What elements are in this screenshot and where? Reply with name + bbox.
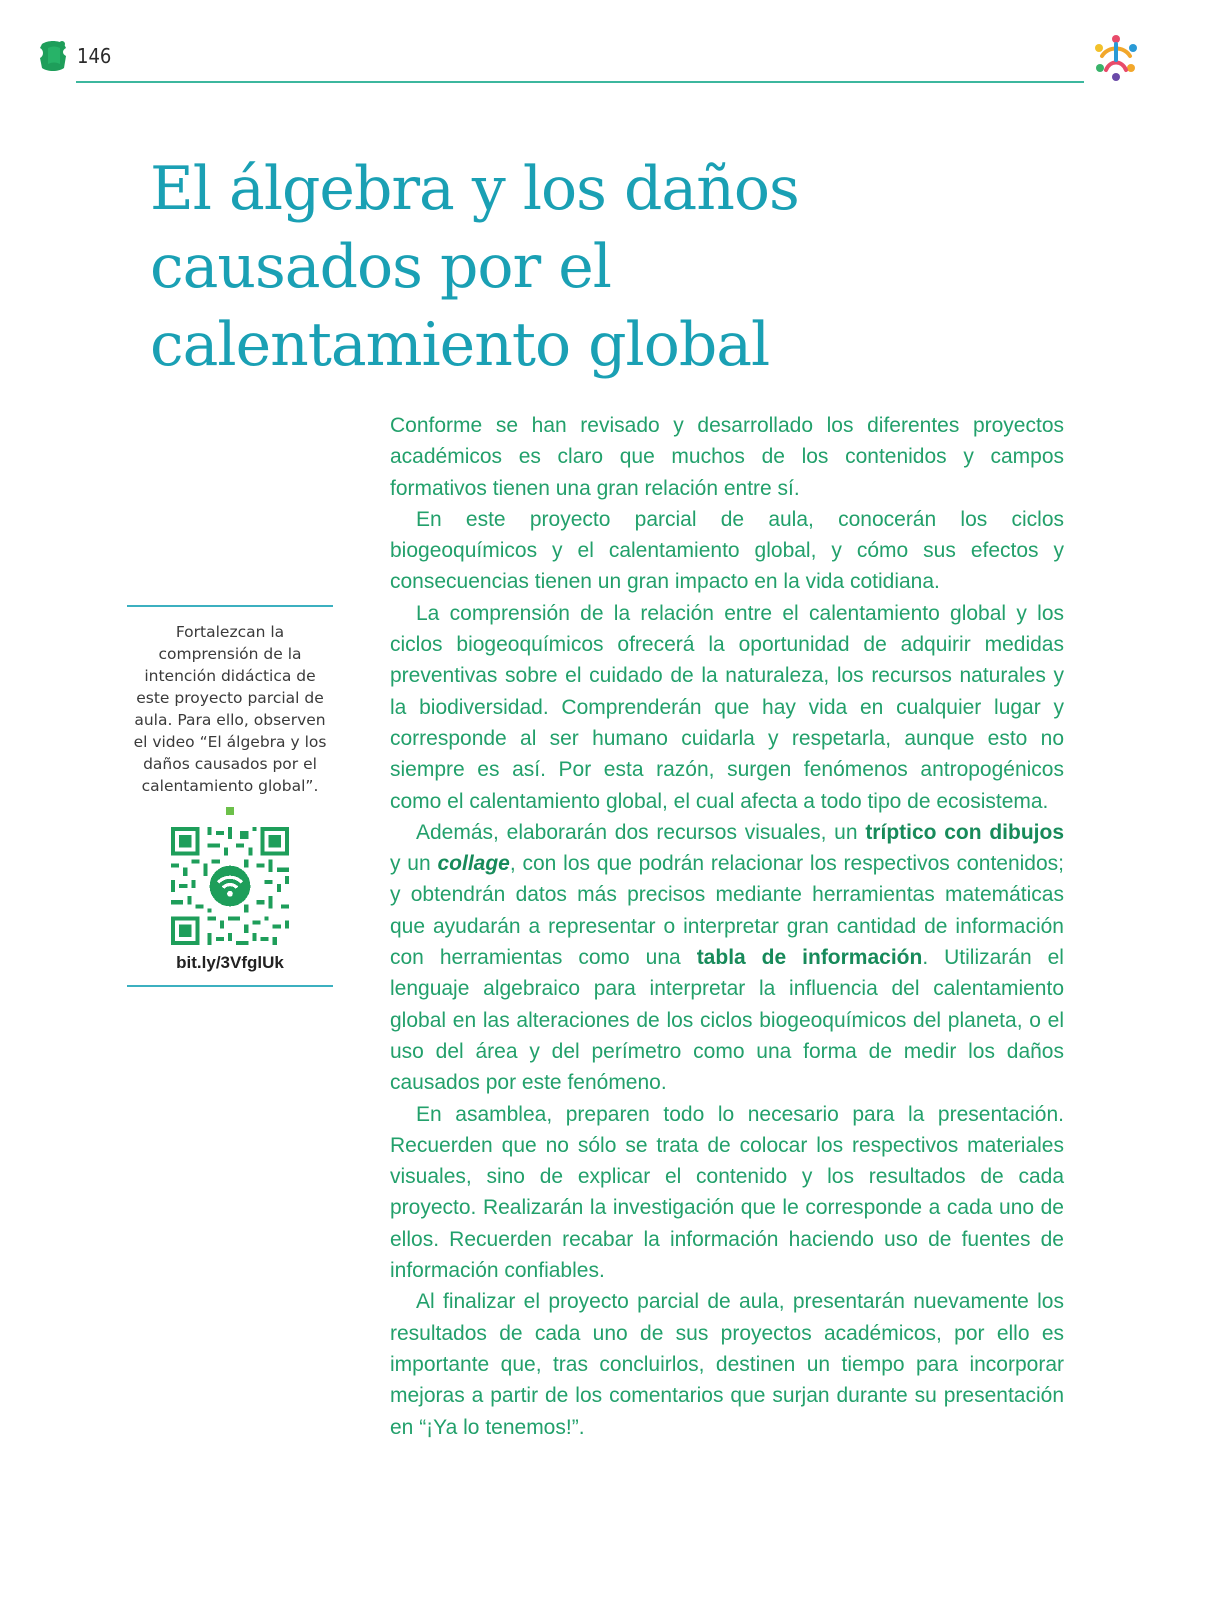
paragraph-3: La comprensión de la relación entre el calentamiento global y los ciclos biogeoquímicos ofrecerá la oportunidad de adquirir medidas preventivas sobre el cuidado de la naturaleza, los recursos naturales y la biodiversidad. Comprenderán que hay vida en cualquier lugar y corresponde al ser humano cuidarla y respetarla, aunque esto no siempre es así. Por esta razón, surgen fenómenos antropogénicos como el calentamiento global, el cual afecta a todo tipo de ecosistema.: [390, 601, 1064, 813]
sidebar-note-text: Fortalezcan la comprensión de la intención didáctica de este proyecto parcial de aula. Para ello, observen el video “El álgebra y los daños causados por el calentamiento global”.: [133, 623, 327, 795]
title-line-3: calentamiento global: [150, 310, 770, 380]
header-rule: [76, 81, 1084, 83]
p4-bold-tabla: tabla de información: [696, 946, 923, 970]
main-body: [390, 410, 1064, 1443]
leaf-book-icon: [38, 38, 70, 74]
title-line-1: El álgebra y los daños: [150, 154, 799, 224]
title-line-2: causados por el: [150, 232, 611, 302]
bullet-square: [226, 807, 234, 815]
p4-text-a: Además, elaborarán dos recursos visuales, un: [416, 820, 866, 844]
paragraph-5: En asamblea, preparen todo lo necesario para la presentación. Recuerden que no sólo se trata de colocar los respectivos materiales visuales, sino de explicar el contenido y los resultados de cada proyecto. Realizarán la investigación que le corresponde a cada uno de ellos. Recuerden recabar la información haciendo uso de fuentes de información confiables.: [390, 1102, 1064, 1283]
p4-italic-collage: collage: [437, 852, 510, 876]
sidebar-bottom-rule: [127, 985, 333, 987]
paragraph-1: Conforme se han revisado y desarrollado los diferentes proyectos académicos es claro que muchos de los contenidos y campos formativos tienen una gran relación entre sí.: [390, 414, 1064, 500]
people-circle-logo: [1088, 30, 1144, 86]
p4-bold-triptico: tríptico con dibujos: [865, 820, 1064, 844]
qr-code[interactable]: [171, 827, 289, 945]
qr-link-text[interactable]: bit.ly/3VfglUk: [176, 953, 284, 972]
sidebar-top-rule: [127, 605, 333, 607]
paragraph-2: En este proyecto parcial de aula, conocerán los ciclos biogeoquímicos y el calentamiento global, y cómo sus efectos y consecuencias tienen un gran impacto en la vida cotidiana.: [390, 507, 1064, 594]
p4-text-g: . Utilizarán el lenguaje algebraico para interpretar la influencia del calentamiento global en las alteraciones de los ciclos biogeoquímicos del planeta, o el uso del área y del perímetro como una forma de medir los daños causados por este fenómeno.: [390, 946, 1064, 1095]
sidebar-note: [127, 605, 333, 987]
p4-text-e: , con los que podrán relacionar los respectivos contenidos; y obtendrán datos más precisos mediante herramientas matemáticas que ayudarán a representar o interpretar gran cantidad de información con herramientas como una: [390, 852, 1064, 970]
page-number: 146: [77, 44, 112, 68]
page-title: [150, 150, 850, 384]
p4-text-c: y un: [390, 852, 438, 876]
paragraph-6: Al finalizar el proyecto parcial de aula, presentarán nuevamente los resultados de cada uno de sus proyectos académicos, por ello es importante que, tras concluirlos, destinen un tiempo para incorporar mejoras a partir de los comentarios que surjan durante su presentación en “¡Ya lo tenemos!”.: [390, 1290, 1064, 1439]
paragraph-4: [390, 817, 1064, 1099]
